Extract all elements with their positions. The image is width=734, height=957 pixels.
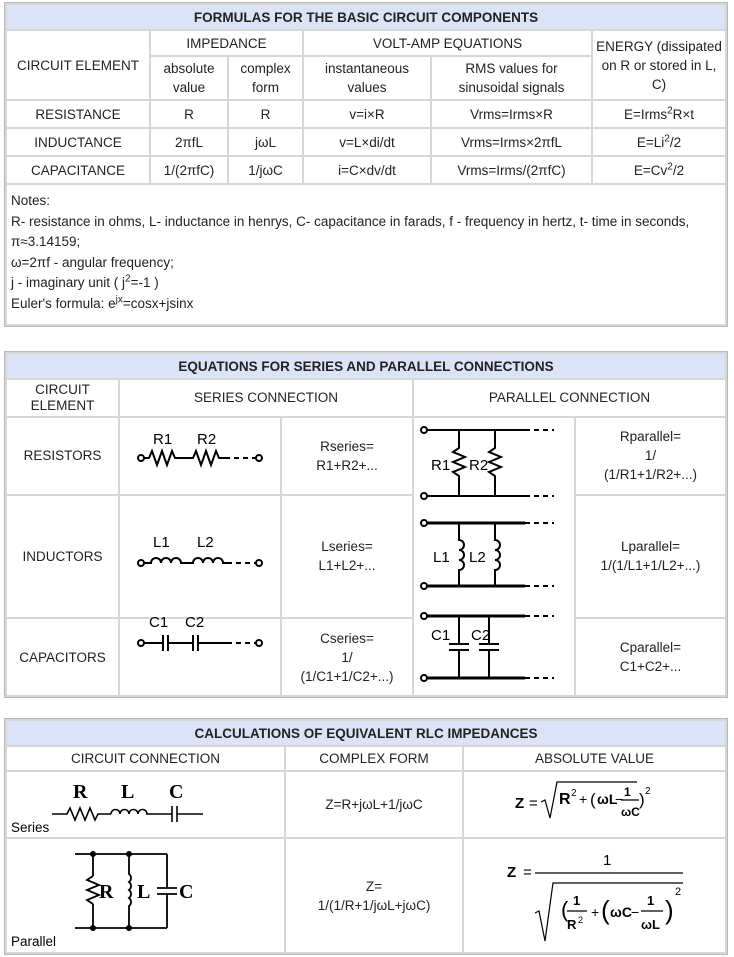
cell-energy: $E=Li^2/2$ bbox=[593, 129, 725, 155]
header-circuit-element: CIRCUIT ELEMENT bbox=[7, 380, 118, 416]
note-units: R- resistance in ohms, L- inductance in henrys, C- capacitance in farads, f - frequency in hertz, t- time in seconds, π≈3.14159; bbox=[11, 213, 690, 249]
svg-text:Z: Z bbox=[515, 795, 525, 812]
label-c: C bbox=[179, 880, 194, 903]
label-c1: C1 bbox=[431, 627, 451, 644]
row-label: INDUCTORS bbox=[7, 496, 118, 618]
table-row bbox=[7, 129, 725, 155]
parallel-capacitor-formula: Cparallel= C1+C2+... bbox=[576, 619, 725, 695]
basic-components-table bbox=[4, 2, 728, 327]
svg-text:(: ( bbox=[561, 897, 569, 922]
label-l2: L2 bbox=[469, 549, 486, 566]
svg-text:1: 1 bbox=[647, 893, 655, 908]
label-r: R bbox=[73, 781, 88, 803]
svg-text:): ) bbox=[639, 790, 645, 809]
label-l1: L1 bbox=[153, 533, 170, 551]
note-imaginary: j - imaginary unit ( $j^2=-1$ ) bbox=[11, 273, 159, 290]
label-r1: R1 bbox=[153, 431, 173, 449]
series-rlc-cell bbox=[7, 772, 284, 837]
table-row bbox=[7, 101, 725, 127]
svg-text:R: R bbox=[567, 917, 577, 932]
header-complex-form: COMPLEX FORM bbox=[286, 747, 462, 770]
svg-text:=: = bbox=[529, 795, 538, 812]
series-capacitor-diagram bbox=[120, 614, 280, 695]
header-circuit-element: CIRCUIT ELEMENT bbox=[7, 31, 149, 99]
table-row bbox=[7, 772, 725, 837]
label-c2: C2 bbox=[185, 614, 205, 632]
cell-rms: Vrms=Irms/(2πfC) bbox=[432, 157, 591, 183]
note-euler: Euler's formula: $e^{jx}=\cos x+jsinx$ bbox=[11, 294, 194, 311]
notes-title: Notes: bbox=[11, 193, 51, 208]
table-title: FORMULAS FOR THE BASIC CIRCUIT COMPONENTS bbox=[7, 5, 725, 29]
series-label: Series bbox=[11, 820, 50, 835]
svg-text:2: 2 bbox=[675, 886, 682, 898]
svg-text:(: ( bbox=[590, 790, 596, 809]
svg-text:=: = bbox=[523, 864, 532, 881]
label-r2: R2 bbox=[469, 457, 489, 474]
svg-text:2: 2 bbox=[571, 788, 577, 799]
table-row bbox=[7, 496, 725, 618]
row-label: INDUCTANCE bbox=[7, 129, 149, 155]
header-instantaneous: instantaneous values bbox=[304, 57, 430, 99]
cell-inst: v=L×di/dt bbox=[304, 129, 430, 155]
svg-text:2: 2 bbox=[578, 915, 584, 925]
cell-complex: R bbox=[229, 101, 302, 127]
label-l2: L2 bbox=[197, 533, 214, 551]
parallel-diagrams bbox=[414, 418, 574, 695]
svg-text:): ) bbox=[665, 895, 674, 925]
svg-text:−: − bbox=[631, 904, 640, 920]
row-label: CAPACITORS bbox=[7, 619, 118, 695]
parallel-label: Parallel bbox=[11, 933, 57, 949]
svg-text:1: 1 bbox=[624, 785, 631, 799]
svg-text:1: 1 bbox=[573, 893, 581, 908]
series-resistor-diagram bbox=[120, 418, 280, 494]
series-inductor-formula: Lseries= L1+L2+... bbox=[282, 496, 412, 618]
cell-energy: $E=Cv^2/2$ bbox=[593, 157, 725, 183]
cell-abs: 1/(2πfC) bbox=[151, 157, 227, 183]
notes bbox=[7, 185, 725, 324]
cell-energy: E=Irms$^2$R×t bbox=[593, 101, 725, 127]
table-row bbox=[7, 619, 725, 695]
svg-text:−: − bbox=[615, 791, 624, 807]
header-volt-amp: VOLT-AMP EQUATIONS bbox=[304, 31, 591, 55]
cell-abs: R bbox=[151, 101, 227, 127]
svg-text:+: + bbox=[579, 791, 588, 807]
table-row bbox=[7, 157, 725, 183]
cell-rms: Vrms=Irms×2πfL bbox=[432, 129, 591, 155]
cell-inst: v=i×R bbox=[304, 101, 430, 127]
cell-abs: 2πfL bbox=[151, 129, 227, 155]
svg-text:R: R bbox=[559, 791, 571, 808]
cell-complex: jωL bbox=[229, 129, 302, 155]
header-complex: complex form bbox=[229, 57, 302, 99]
header-absolute: absolute value bbox=[151, 57, 227, 99]
parallel-inductor-formula: Lparallel= 1/(1/L1+1/L2+...) bbox=[576, 496, 725, 618]
parallel-complex-formula: Z= 1/(1/R+1/jωL+jωC) bbox=[286, 839, 462, 952]
svg-text:ωC: ωC bbox=[610, 904, 632, 920]
svg-text:ωL: ωL bbox=[597, 791, 618, 807]
label-r1: R1 bbox=[431, 457, 451, 474]
cell-inst: i=C×dv/dt bbox=[304, 157, 430, 183]
row-label: RESISTORS bbox=[7, 418, 118, 494]
table-row bbox=[7, 418, 725, 494]
header-circuit-connection: CIRCUIT CONNECTION bbox=[7, 747, 284, 770]
label-c: C bbox=[169, 781, 184, 803]
svg-text:(: ( bbox=[601, 895, 610, 925]
table-title: CALCULATIONS OF EQUIVALENT RLC IMPEDANCES bbox=[7, 721, 725, 745]
row-label: RESISTANCE bbox=[7, 101, 149, 127]
table-title: EQUATIONS FOR SERIES AND PARALLEL CONNECTIONS bbox=[7, 354, 725, 378]
svg-text:Z: Z bbox=[507, 864, 517, 881]
header-energy: ENERGY (dissipated on R or stored in L, C) bbox=[593, 31, 725, 99]
note-omega: ω=2πf - angular frequency; bbox=[11, 254, 174, 270]
header-series: SERIES CONNECTION bbox=[120, 380, 412, 416]
label-l: L bbox=[121, 781, 135, 803]
parallel-rlc-cell bbox=[7, 839, 284, 952]
label-c2: C2 bbox=[471, 627, 491, 644]
label-c1: C1 bbox=[149, 614, 169, 632]
series-resistor-formula: Rseries= R1+R2+... bbox=[282, 418, 412, 494]
series-absolute-formula bbox=[464, 772, 725, 837]
table-row bbox=[7, 839, 725, 952]
svg-text:ωL: ωL bbox=[641, 917, 660, 932]
series-complex-formula: Z=R+jωL+1/jωC bbox=[286, 772, 462, 837]
svg-text:+: + bbox=[591, 904, 600, 920]
parallel-resistor-formula: Rparallel= 1/ (1/R1+1/R2+...) bbox=[576, 418, 725, 494]
series-parallel-table bbox=[4, 351, 728, 698]
header-parallel: PARALLEL CONNECTION bbox=[414, 380, 725, 416]
cell-rms: Vrms=Irms×R bbox=[432, 101, 591, 127]
label-l1: L1 bbox=[433, 549, 450, 566]
row-label: CAPACITANCE bbox=[7, 157, 149, 183]
svg-text:1: 1 bbox=[603, 852, 612, 869]
svg-text:2: 2 bbox=[645, 786, 651, 797]
svg-text:ωC: ωC bbox=[621, 805, 640, 819]
series-inductor-diagram bbox=[120, 496, 280, 618]
parallel-absolute-formula bbox=[464, 839, 725, 952]
rlc-impedance-table bbox=[4, 718, 728, 955]
cell-complex: 1/jωC bbox=[229, 157, 302, 183]
series-capacitor-formula: Cseries= 1/ (1/C1+1/C2+...) bbox=[282, 619, 412, 695]
header-rms: RMS values for sinusoidal signals bbox=[432, 57, 591, 99]
header-absolute-value: ABSOLUTE VALUE bbox=[464, 747, 725, 770]
label-l: L bbox=[137, 880, 151, 903]
label-r2: R2 bbox=[197, 431, 217, 449]
header-impedance: IMPEDANCE bbox=[151, 31, 302, 55]
label-r: R bbox=[99, 880, 114, 903]
